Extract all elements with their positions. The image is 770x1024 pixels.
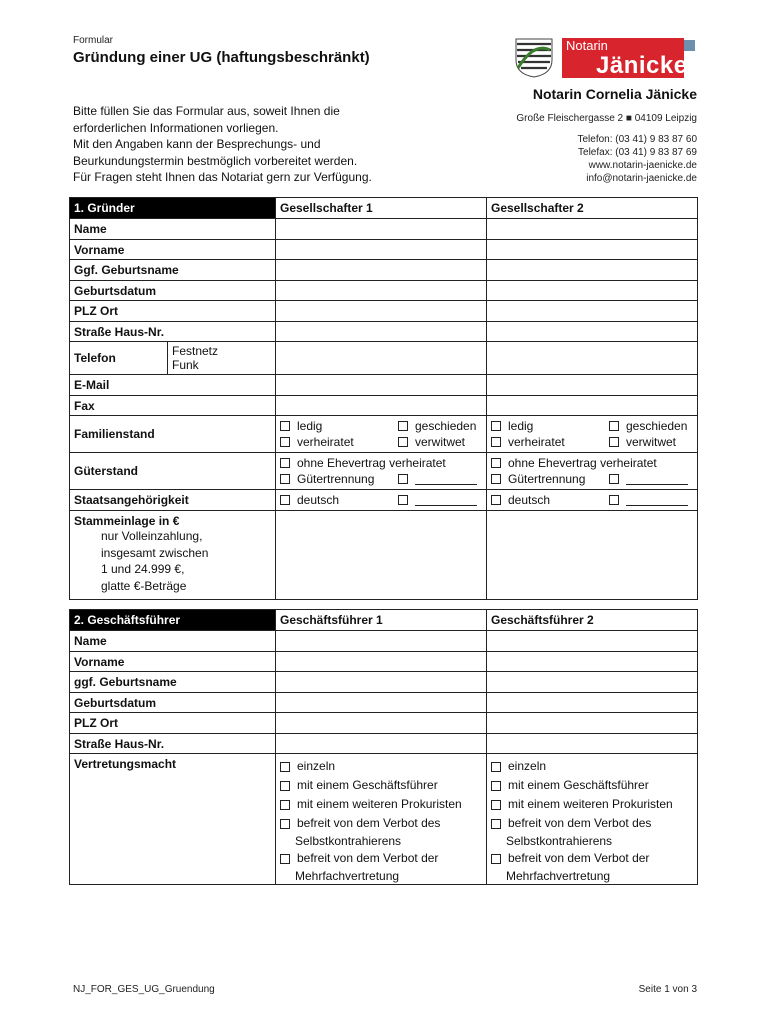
row-label: Vorname (70, 652, 276, 672)
column-header: Geschäftsführer 2 (487, 610, 698, 631)
notary-website: www.notarin-jaenicke.de (588, 160, 697, 171)
input-cell[interactable] (487, 652, 698, 672)
options-cell (487, 416, 698, 453)
options-cell (276, 490, 487, 511)
checkbox-icon[interactable] (280, 495, 290, 505)
intro-line: Bitte füllen Sie das Formular aus, soweit Ihnen die (73, 104, 340, 118)
input-cell[interactable] (276, 396, 487, 416)
input-cell[interactable] (276, 652, 487, 672)
column-header: Gesellschafter 2 (487, 198, 698, 219)
checkbox-option[interactable]: Gütertrennung (491, 471, 585, 487)
option-continuation: Selbstkontrahierens (506, 834, 613, 848)
options-cell (276, 754, 487, 885)
page-number: Seite 1 von 3 (638, 984, 697, 995)
table-row (70, 322, 698, 342)
checkbox-icon[interactable] (491, 421, 501, 431)
phone-type-cell (168, 342, 276, 375)
checkbox-icon[interactable] (609, 437, 619, 447)
checkbox-icon[interactable] (491, 458, 501, 468)
checkbox-option-other[interactable] (609, 492, 693, 508)
table-row (70, 511, 698, 600)
input-cell[interactable] (276, 511, 487, 600)
form-label: Formular (73, 35, 114, 46)
table-row (70, 652, 698, 672)
checkbox-option[interactable]: geschieden (609, 418, 693, 434)
checkbox-option[interactable]: Gütertrennung (280, 471, 374, 487)
input-cell[interactable] (487, 342, 698, 375)
table-row (70, 631, 698, 652)
founders-header-row (70, 198, 698, 219)
checkbox-icon[interactable] (491, 819, 501, 829)
checkbox-icon[interactable] (280, 800, 290, 810)
row-label: ggf. Geburtsname (70, 672, 276, 693)
blank-line[interactable] (415, 495, 477, 506)
checkbox-option[interactable]: mit einem Geschäftsführer (491, 776, 693, 795)
founders-table (69, 197, 698, 600)
table-row (70, 301, 698, 322)
row-label: Vorname (70, 240, 276, 260)
checkbox-icon[interactable] (280, 781, 290, 791)
intro-line: Für Fragen steht Ihnen das Notariat gern zur Verfügung. (73, 170, 372, 184)
checkbox-option[interactable]: mit einem weiteren Prokuristen (280, 795, 482, 814)
options-cell (276, 416, 487, 453)
checkbox-icon[interactable] (280, 854, 290, 864)
document-id: NJ_FOR_GES_UG_Gruendung (73, 984, 215, 995)
input-cell[interactable] (487, 511, 698, 600)
input-cell[interactable] (487, 713, 698, 734)
notary-address: Große Fleischergasse 2 ■ 04109 Leipzig (516, 113, 697, 124)
option-continuation: Selbstkontrahierens (295, 834, 402, 848)
section-title: 2. Geschäftsführer (70, 610, 276, 631)
options-cell (276, 453, 487, 490)
checkbox-option[interactable]: ohne Ehevertrag verheiratet (491, 455, 693, 471)
input-cell[interactable] (487, 240, 698, 260)
checkbox-icon[interactable] (491, 762, 501, 772)
row-label: Name (70, 631, 276, 652)
phone-type-label: Festnetz (172, 344, 219, 358)
checkbox-icon[interactable] (609, 474, 619, 484)
options-cell (487, 490, 698, 511)
row-label: Geburtsdatum (70, 693, 276, 713)
input-cell[interactable] (487, 322, 698, 342)
row-label: Vertretungsmacht (70, 754, 276, 885)
checkbox-icon[interactable] (491, 800, 501, 810)
checkbox-option[interactable]: ledig (280, 418, 322, 434)
checkbox-icon[interactable] (491, 474, 501, 484)
input-cell[interactable] (487, 219, 698, 240)
input-cell[interactable] (487, 672, 698, 693)
intro-line: Mit den Angaben kann der Besprechungs- und (73, 137, 321, 151)
table-row (70, 219, 698, 240)
input-cell[interactable] (276, 219, 487, 240)
row-label: Name (70, 219, 276, 240)
input-cell[interactable] (487, 396, 698, 416)
stammeinlage-note: glatte €-Beträge (101, 578, 187, 593)
input-cell[interactable] (487, 301, 698, 322)
row-label: Straße Haus-Nr. (70, 322, 276, 342)
input-cell[interactable] (487, 260, 698, 281)
page-title: Gründung einer UG (haftungsbeschränkt) (73, 49, 370, 66)
table-row (70, 260, 698, 281)
notary-email: info@notarin-jaenicke.de (586, 173, 697, 184)
checkbox-icon[interactable] (398, 421, 408, 431)
checkbox-icon[interactable] (280, 474, 290, 484)
table-row (70, 416, 698, 453)
checkbox-option-other[interactable] (398, 492, 482, 508)
section-title: 1. Gründer (70, 198, 276, 219)
checkbox-option[interactable]: einzeln (280, 757, 482, 776)
logo-small-text: Notarin (566, 38, 608, 53)
table-row (70, 375, 698, 396)
option-continuation: Mehrfachvertretung (506, 869, 611, 883)
blank-line[interactable] (626, 474, 688, 485)
row-label: PLZ Ort (70, 713, 276, 734)
notary-phone: Telefon: (03 41) 9 83 87 60 (577, 134, 697, 145)
input-cell[interactable] (276, 342, 487, 375)
row-label: PLZ Ort (70, 301, 276, 322)
intro-line: erforderlichen Informationen vorliegen. (73, 120, 279, 135)
checkbox-option[interactable]: mit einem Geschäftsführer (280, 776, 482, 795)
input-cell[interactable] (276, 693, 487, 713)
checkbox-option[interactable]: verheiratet (280, 434, 354, 450)
checkbox-option-other[interactable] (609, 471, 693, 487)
checkbox-icon[interactable] (280, 819, 290, 829)
managers-header-row (70, 610, 698, 631)
checkbox-icon[interactable] (280, 762, 290, 772)
column-header: Geschäftsführer 1 (276, 610, 487, 631)
input-cell[interactable] (487, 631, 698, 652)
table-row (70, 734, 698, 754)
checkbox-icon[interactable] (398, 437, 408, 447)
table-row (70, 281, 698, 301)
input-cell[interactable] (276, 240, 487, 260)
notary-fax: Telefax: (03 41) 9 83 87 69 (578, 147, 697, 158)
stammeinlage-note: 1 und 24.999 €, (101, 562, 185, 576)
checkbox-option[interactable]: befreit von dem Verbot des (280, 814, 482, 833)
phone-type-label: Funk (172, 358, 199, 372)
checkbox-icon[interactable] (491, 437, 501, 447)
row-label: Geburtsdatum (70, 281, 276, 301)
option-continuation: Mehrfachvertretung (295, 869, 400, 883)
row-label: Ggf. Geburtsname (70, 260, 276, 281)
stammeinlage-note: insgesamt zwischen (101, 545, 209, 560)
logo-name-text: Jänicke (596, 52, 688, 79)
intro-text (73, 103, 453, 186)
checkbox-icon[interactable] (491, 781, 501, 791)
checkbox-icon[interactable] (280, 458, 290, 468)
checkbox-icon[interactable] (280, 421, 290, 431)
table-row (70, 713, 698, 734)
checkbox-option[interactable]: ohne Ehevertrag verheiratet (280, 455, 482, 471)
input-cell[interactable] (276, 301, 487, 322)
checkbox-icon[interactable] (280, 437, 290, 447)
table-row (70, 672, 698, 693)
row-label: E-Mail (70, 375, 276, 396)
checkbox-option[interactable]: mit einem weiteren Prokuristen (491, 795, 693, 814)
checkbox-option[interactable]: einzeln (491, 757, 693, 776)
input-cell[interactable] (276, 375, 487, 396)
logo-accent-square (684, 40, 695, 51)
checkbox-option[interactable]: deutsch (280, 492, 339, 508)
blank-line[interactable] (415, 474, 477, 485)
table-row (70, 240, 698, 260)
blank-line[interactable] (626, 495, 688, 506)
checkbox-option[interactable]: befreit von dem Verbot der (491, 849, 693, 868)
checkbox-option[interactable]: deutsch (491, 492, 550, 508)
input-cell[interactable] (276, 734, 487, 754)
input-cell[interactable] (276, 260, 487, 281)
intro-line: Beurkundungstermin bestmöglich vorbereitet werden. (73, 153, 358, 168)
checkbox-option[interactable]: geschieden (398, 418, 482, 434)
input-cell[interactable] (487, 281, 698, 301)
checkbox-icon[interactable] (491, 495, 501, 505)
row-label: Straße Haus-Nr. (70, 734, 276, 754)
notary-name: Notarin Cornelia Jänicke (532, 86, 697, 102)
table-row (70, 693, 698, 713)
stammeinlage-note: nur Volleinzahlung, (101, 529, 203, 543)
table-row (70, 754, 698, 885)
managers-table (69, 609, 698, 885)
row-label: Fax (70, 396, 276, 416)
row-label: Telefon (70, 342, 168, 375)
row-label: Familienstand (70, 416, 276, 453)
checkbox-option[interactable]: befreit von dem Verbot der (280, 849, 482, 868)
input-cell[interactable] (487, 375, 698, 396)
row-label: Güterstand (70, 453, 276, 490)
checkbox-icon[interactable] (398, 474, 408, 484)
input-cell[interactable] (276, 713, 487, 734)
checkbox-option[interactable]: befreit von dem Verbot des (491, 814, 693, 833)
input-cell[interactable] (276, 631, 487, 652)
checkbox-icon[interactable] (609, 421, 619, 431)
checkbox-option[interactable]: verwitwet (609, 434, 693, 450)
checkbox-option[interactable]: ledig (491, 418, 533, 434)
row-label: Staatsangehörigkeit (70, 490, 276, 511)
options-cell (487, 453, 698, 490)
coat-of-arms-icon (515, 38, 553, 78)
table-row (70, 453, 698, 490)
table-row (70, 342, 698, 375)
table-row (70, 490, 698, 511)
checkbox-option[interactable]: verwitwet (398, 434, 482, 450)
checkbox-icon[interactable] (491, 854, 501, 864)
checkbox-icon[interactable] (609, 495, 619, 505)
input-cell[interactable] (276, 281, 487, 301)
input-cell[interactable] (487, 693, 698, 713)
stammeinlage-label: Stammeinlage in € (74, 514, 180, 528)
options-cell (487, 754, 698, 885)
checkbox-option[interactable]: verheiratet (491, 434, 565, 450)
input-cell[interactable] (487, 734, 698, 754)
input-cell[interactable] (276, 672, 487, 693)
checkbox-option-other[interactable] (398, 471, 482, 487)
row-label (70, 511, 276, 600)
column-header: Gesellschafter 1 (276, 198, 487, 219)
checkbox-icon[interactable] (398, 495, 408, 505)
input-cell[interactable] (276, 322, 487, 342)
table-row (70, 396, 698, 416)
